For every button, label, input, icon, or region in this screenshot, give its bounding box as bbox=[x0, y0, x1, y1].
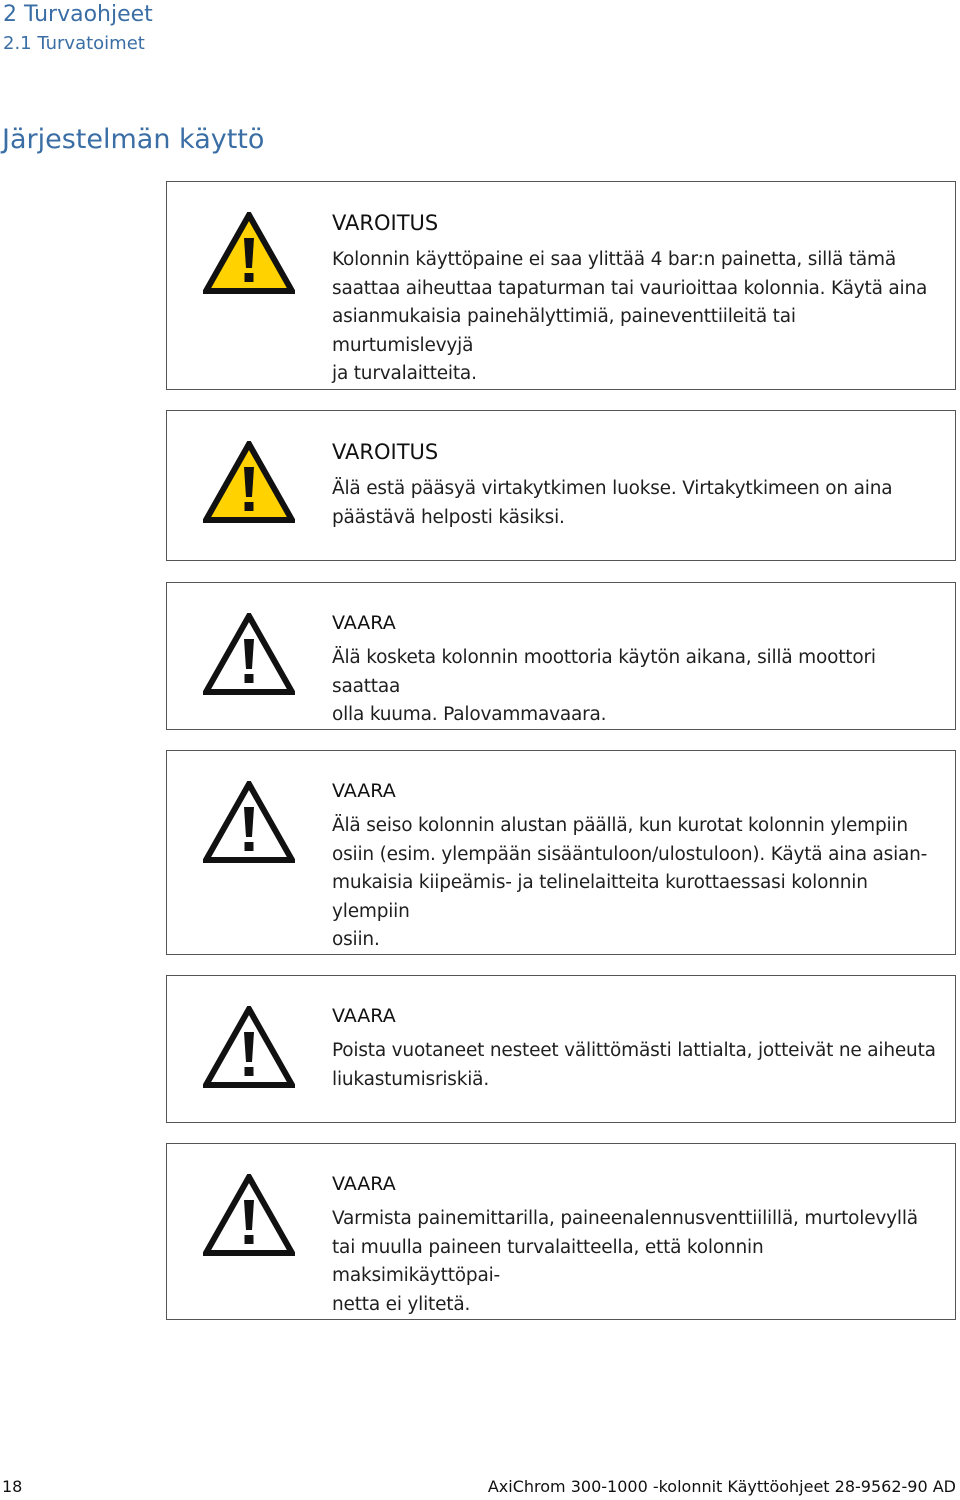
page-title: Järjestelmän käyttö bbox=[2, 124, 265, 155]
warning-triangle-yellow-icon bbox=[203, 212, 295, 294]
notice-body: Poista vuotaneet nesteet välittömästi lattialta, jotteivät ne aiheuta liukastumisriskiä. bbox=[332, 1040, 936, 1090]
danger-triangle-icon bbox=[203, 781, 295, 863]
document-title-footer: AxiChrom 300-1000 -kolonnit Käyttöohjeet 28-9562-90 AD bbox=[487, 1477, 956, 1496]
notice-title: VAARA bbox=[332, 612, 396, 634]
notice-title: VAROITUS bbox=[332, 211, 439, 235]
danger-triangle-icon bbox=[203, 613, 295, 695]
warning-notice-power-switch bbox=[166, 410, 956, 561]
danger-notice-hot-motor bbox=[166, 582, 956, 730]
danger-notice-spills bbox=[166, 975, 956, 1123]
notice-body: Varmista painemittarilla, paineenalennusventtiilillä, murtolevyllä tai muulla paineen turvalaitteella, että kolonnin maksimikäyttöpai- netta ei ylitetä. bbox=[332, 1208, 918, 1315]
danger-triangle-icon bbox=[203, 1006, 295, 1088]
chapter-header: 2 Turvaohjeet bbox=[3, 2, 153, 27]
notice-body: Älä estä pääsyä virtakytkimen luokse. Virtakytkimeen on aina päästävä helposti käsiksi. bbox=[332, 478, 893, 528]
section-header: 2.1 Turvatoimet bbox=[3, 33, 145, 54]
notice-body: Älä seiso kolonnin alustan päällä, kun kurotat kolonnin ylempiin osiin (esim. ylempään sisääntuloon/ulostuloon). Käytä aina asian- mukaisia kiipeämis- ja telinelaitteita kurottaessasi kolonnin ylempiin osiin. bbox=[332, 815, 928, 950]
notice-body: Älä kosketa kolonnin moottoria käytön aikana, sillä moottori saattaa olla kuuma. Palovammavaara. bbox=[332, 647, 876, 725]
notice-title: VAARA bbox=[332, 1173, 396, 1195]
notice-body: Kolonnin käyttöpaine ei saa ylittää 4 bar:n painetta, sillä tämä saattaa aiheuttaa tapaturman tai vaurioittaa kolonnia. Käytä aina asianmukaisia painehälyttimiä, paineventtiileitä tai murtumislevyjä ja turvalaitteita. bbox=[332, 249, 928, 384]
page-number: 18 bbox=[2, 1477, 23, 1496]
danger-notice-max-pressure bbox=[166, 1143, 956, 1320]
notice-title: VAARA bbox=[332, 1005, 396, 1027]
warning-triangle-yellow-icon bbox=[203, 441, 295, 523]
danger-notice-climbing bbox=[166, 750, 956, 955]
notice-title: VAROITUS bbox=[332, 440, 439, 464]
danger-triangle-icon bbox=[203, 1174, 295, 1256]
warning-notice-pressure bbox=[166, 181, 956, 390]
notice-title: VAARA bbox=[332, 780, 396, 802]
